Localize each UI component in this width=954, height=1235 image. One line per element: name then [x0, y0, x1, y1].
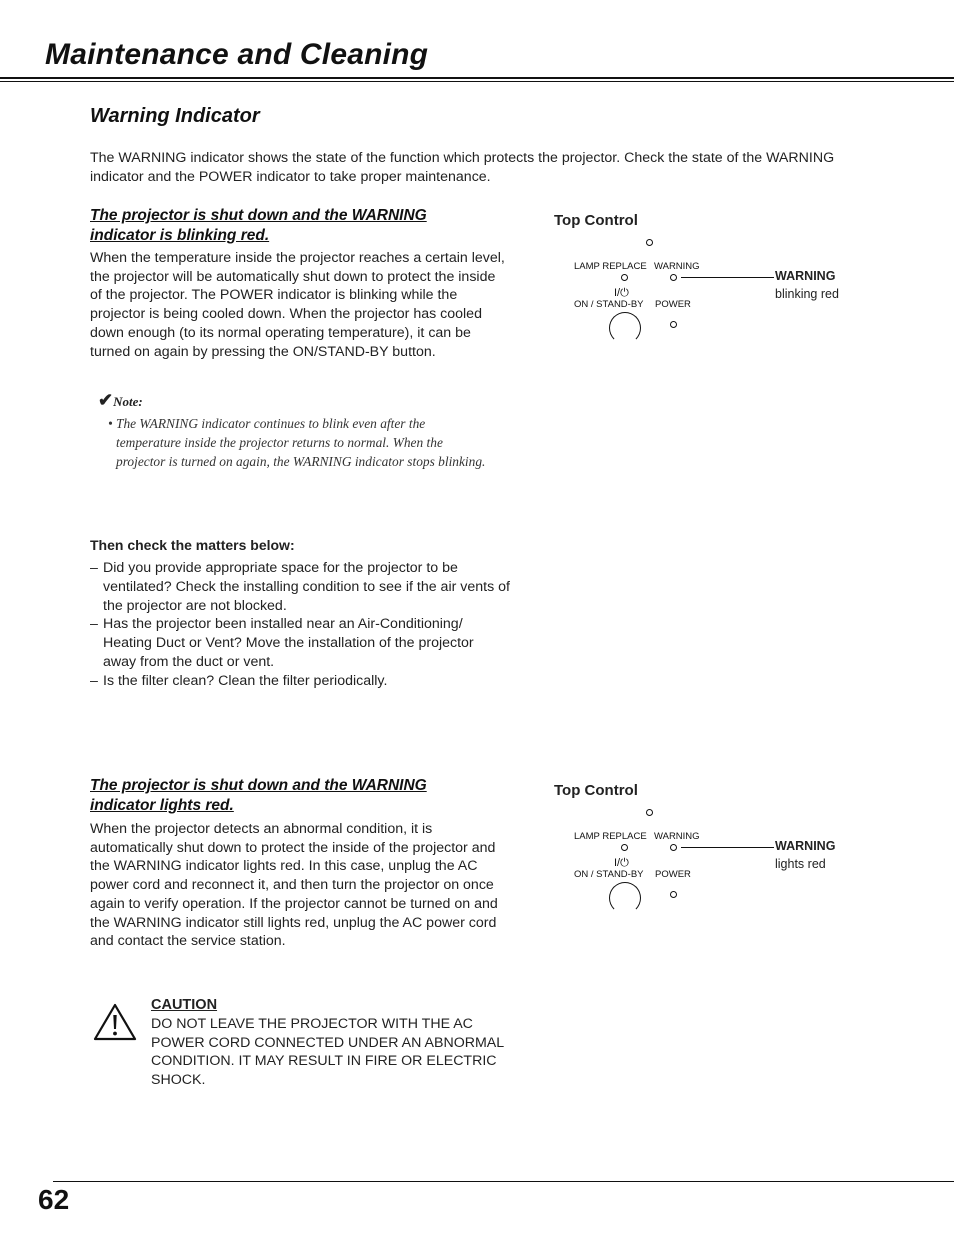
power-panel-label: POWER: [655, 869, 691, 880]
dash-marker: –: [90, 616, 98, 633]
list-item: [90, 615, 510, 671]
case2-heading-line2: indicator lights red.: [90, 796, 234, 814]
top-control-title: Top Control: [554, 212, 638, 229]
on-standby-button-icon: [609, 312, 641, 344]
on-standby-button-icon: [609, 882, 641, 914]
list-item: [90, 672, 510, 691]
note-body: The WARNING indicator continues to blink even after the temperature inside the projector returns to normal. When the projector is turned on again, the WARNING indicator stops blinking.: [116, 416, 486, 469]
list-item: [90, 559, 510, 615]
top-control-title: Top Control: [554, 782, 638, 799]
page-number: 62: [38, 1184, 70, 1215]
indicator-led-icon: [646, 239, 653, 246]
chapter-title: Maintenance and Cleaning: [45, 38, 429, 71]
caution-text: DO NOT LEAVE THE PROJECTOR WITH THE AC POWER CORD CONNECTED UNDER AN ABNORMAL CONDITION. IT MAY RESULT IN FIRE OR ELECTRIC SHOCK.: [151, 1016, 504, 1088]
case2-heading-line1: The projector is shut down and the WARNING: [90, 777, 427, 794]
indicator-led-icon: [646, 809, 653, 816]
warning-panel-label: WARNING: [654, 261, 700, 272]
warning-triangle-icon: [92, 1002, 138, 1042]
check-item-text: Is the filter clean? Clean the filter periodically.: [103, 672, 388, 689]
lamp-replace-led-icon: [621, 274, 628, 281]
dash-marker: –: [90, 672, 98, 689]
lamp-replace-label: LAMP REPLACE: [574, 831, 647, 842]
warning-led-icon: [670, 274, 677, 281]
footer-rule: [53, 1181, 954, 1182]
check-heading: Then check the matters below:: [90, 537, 295, 553]
checkmark-icon: ✔: [98, 390, 114, 410]
power-symbol: I/⏻: [614, 857, 629, 869]
lamp-replace-led-icon: [621, 844, 628, 851]
callout-warning-label: WARNING: [775, 839, 836, 853]
note-heading: [98, 390, 143, 411]
warning-led-icon: [670, 844, 677, 851]
power-symbol: I/⏻: [614, 287, 629, 299]
check-item-text: Has the projector been installed near an Air-Conditioning/ Heating Duct or Vent? Move the installation of the projector away from the duct or vent.: [103, 616, 474, 670]
case1-heading-line1: The projector is shut down and the WARNING: [90, 207, 427, 224]
callout-warning-state: blinking red: [775, 287, 839, 301]
header-rule-thin: [0, 81, 954, 82]
callout-warning-label: WARNING: [775, 269, 836, 283]
lamp-replace-label: LAMP REPLACE: [574, 261, 647, 272]
case1-heading: [90, 206, 510, 245]
on-standby-label: ON / STAND-BY: [574, 869, 644, 880]
on-standby-label: ON / STAND-BY: [574, 299, 644, 310]
power-panel-label: POWER: [655, 299, 691, 310]
caution-heading: CAUTION: [151, 997, 218, 1013]
note-bullet: •: [108, 416, 113, 431]
callout-line: [681, 277, 774, 278]
case1-heading-line2: indicator is blinking red.: [90, 226, 270, 244]
callout-line: [681, 847, 774, 848]
power-led-icon: [670, 891, 677, 898]
check-list: [90, 559, 510, 691]
callout-warning-state: lights red: [775, 857, 826, 871]
case2-body: When the projector detects an abnormal condition, it is automatically shut down to protect the inside of the projector and the WARNING indicator lights red. In this case, unplug the AC power cord and reconnect it, and then turn the projector on once again to verify operation. If the projector cannot be turned on and the WARNING indicator still lights red, unplug the AC power cord and contact the service station.: [90, 821, 498, 950]
dash-marker: –: [90, 560, 98, 576]
check-item-text: Did you provide appropriate space for the projector to be ventilated? Check the installing condition to see if the air vents of the projector are not blocked.: [103, 560, 510, 614]
note-text: [108, 414, 488, 471]
case2-heading: [90, 776, 510, 815]
top-control-diagram: [560, 805, 860, 915]
warning-panel-label: WARNING: [654, 831, 700, 842]
top-control-diagram: [560, 235, 860, 345]
section-title: Warning Indicator: [90, 105, 260, 127]
intro-paragraph: The WARNING indicator shows the state of the function which protects the projector. Check the state of the WARNING indicator and the POWER indicator to take proper maintenance.: [90, 150, 835, 185]
header-rule: [0, 77, 954, 79]
power-led-icon: [670, 321, 677, 328]
note-heading-label: Note:: [113, 394, 143, 409]
case1-body: When the temperature inside the projector reaches a certain level, the projector will be automatically shut down to protect the inside of the projector. The POWER indicator is blinking while the projector is being cooled down. When the projector has cooled down enough (to its normal operating temperature), it can be turned on again by pressing the ON/STAND-BY button.: [90, 250, 505, 360]
